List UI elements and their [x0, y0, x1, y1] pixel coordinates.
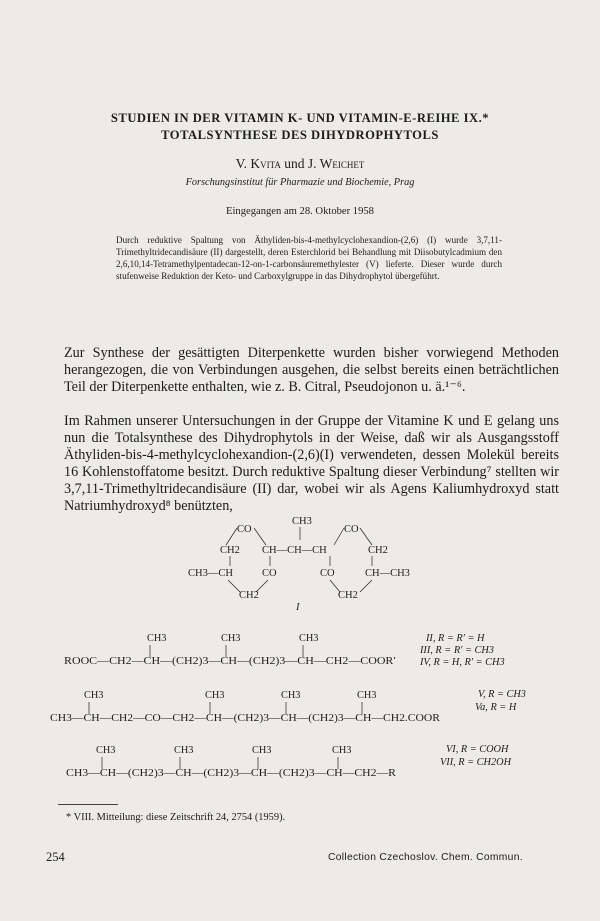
struct-I-ch2-right: CH2 — [368, 545, 388, 556]
chain-V-methyl-2: CH3 — [205, 690, 225, 701]
struct-I-co-mid-right: CO — [320, 568, 335, 579]
chain-II-legend-1: II, R = R′ = H — [426, 633, 485, 644]
chain-V-methyl-4: CH3 — [357, 690, 377, 701]
journal-name: Collection Czechoslov. Chem. Commun. — [328, 852, 523, 863]
chain-II-legend-2: III, R = R′ = CH3 — [420, 645, 494, 656]
chain-II-legend-3: IV, R = H, R′ = CH3 — [420, 657, 505, 668]
title-line-1: STUDIEN IN DER VITAMIN K- UND VITAMIN-E-REIHE IX.* — [110, 111, 490, 125]
body-paragraph-1: Zur Synthese der gesättigten Diterpenkette wurden bisher vorwiegend Methoden herangezogen, die von Verbindungen ausgehen, die selbst bereits einen beträchtlichen Teil der Diterpenkette enthalten, wie z. B. Citral, Pseudojonon u. ä.¹⁻⁶. — [64, 345, 559, 395]
affiliation: Forschungsinstitut für Pharmazie und Biochemie, Prag — [185, 177, 415, 188]
author-join: und — [280, 156, 308, 171]
chain-VI-legend-2: VII, R = CH2OH — [440, 757, 512, 768]
struct-I-ch2-bottom-right: CH2 — [338, 590, 358, 601]
chain-VI-methyl-2: CH3 — [174, 745, 194, 756]
chain-V-methyl-1: CH3 — [84, 690, 104, 701]
struct-I-ch2-bottom-left: CH2 — [239, 590, 259, 601]
footnote: * VIII. Mitteilung: diese Zeitschrift 24, 2754 (1959). — [66, 812, 286, 823]
author-2: J. Weichet — [307, 156, 365, 171]
chain-II-structure — [64, 633, 505, 668]
footnote-rule — [58, 804, 118, 805]
chain-V-structure — [50, 689, 526, 724]
chain-V-methyl-3: CH3 — [281, 690, 301, 701]
struct-I-ch3-ch-left: CH3—CH — [188, 568, 233, 579]
author-1: V. Kvita — [235, 156, 281, 171]
compound-I-label: I — [296, 602, 300, 613]
struct-I-co-mid-left: CO — [262, 568, 277, 579]
received-date: Eingegangen am 28. Oktober 1958 — [226, 206, 374, 217]
struct-I-co-right: CO — [344, 524, 359, 535]
compound-I-structure — [188, 516, 410, 613]
chain-VI-main: CH3—CH—(CH2)3—CH—(CH2)3—CH—(CH2)3—CH—CH2—R — [66, 768, 397, 779]
chain-VI-methyl-1: CH3 — [96, 745, 116, 756]
chain-II-methyl-3: CH3 — [299, 633, 319, 644]
title-line-2: TOTALSYNTHESE DES DIHYDROPHYTOLS — [161, 128, 439, 142]
chain-II-main: ROOC—CH2—CH—(CH2)3—CH—(CH2)3—CH—CH2—COOR′ — [64, 656, 396, 667]
chain-VI-methyl-3: CH3 — [252, 745, 272, 756]
chain-VI-legend-1: VI, R = COOH — [446, 744, 509, 755]
body-paragraph-2: Im Rahmen unserer Untersuchungen in der Gruppe der Vitamine K und E gelang uns nun die Totalsynthese des Dihydrophytols in der Weise, daß wir als Ausgangsstoff Äthyliden-bis-4-methylcyclohexandion-(2,6)(I) verwendeten, dessen Molekül bereits 16 Kohlenstoffatome besitzt. Durch reduktive Spaltung dieser Verbindung⁷ stellten wir 3,7,11-Trimethyltridecandisäure (II) dar, wobei wir als Agens Kaliumhydroxyd statt Natriumhydroxyd⁸ benützten, — [64, 413, 559, 514]
chain-V-legend-1: V, R = CH3 — [478, 689, 526, 700]
chain-VI-methyl-4: CH3 — [332, 745, 352, 756]
struct-I-ch2-left: CH2 — [220, 545, 240, 556]
chain-V-main: CH3—CH—CH2—CO—CH2—CH—(CH2)3—CH—(CH2)3—CH—CH2.COOR — [50, 713, 441, 724]
chain-II-methyl-2: CH3 — [221, 633, 241, 644]
struct-I-ch-ch3-right: CH—CH3 — [365, 568, 410, 579]
abstract: Durch reduktive Spaltung von Äthyliden-bis-4-methylcyclohexandion-(2,6) (I) wurde 3,7,11-Trimethyltridecandisäure (II) dargestellt, deren Esterchlorid bei Behandlung mit Diisobutylcadmium den 2,6,10,14-Tetramethylpentadecan-12-on-1-carbonsäuremethylester (V) lieferte. Dieser wurde durch stufenweise Reduktion der Keto- und Carboxylgruppe in das Dihydrophytol übergeführt. — [116, 235, 502, 281]
struct-I-ch3-top: CH3 — [292, 516, 312, 527]
chain-VI-structure — [66, 744, 512, 779]
struct-I-bridge: CH—CH—CH — [262, 545, 327, 556]
chain-II-methyl-1: CH3 — [147, 633, 167, 644]
chain-V-legend-2: Va, R = H — [475, 702, 517, 713]
page-number: 254 — [46, 850, 65, 864]
struct-I-co-left: CO — [237, 524, 252, 535]
